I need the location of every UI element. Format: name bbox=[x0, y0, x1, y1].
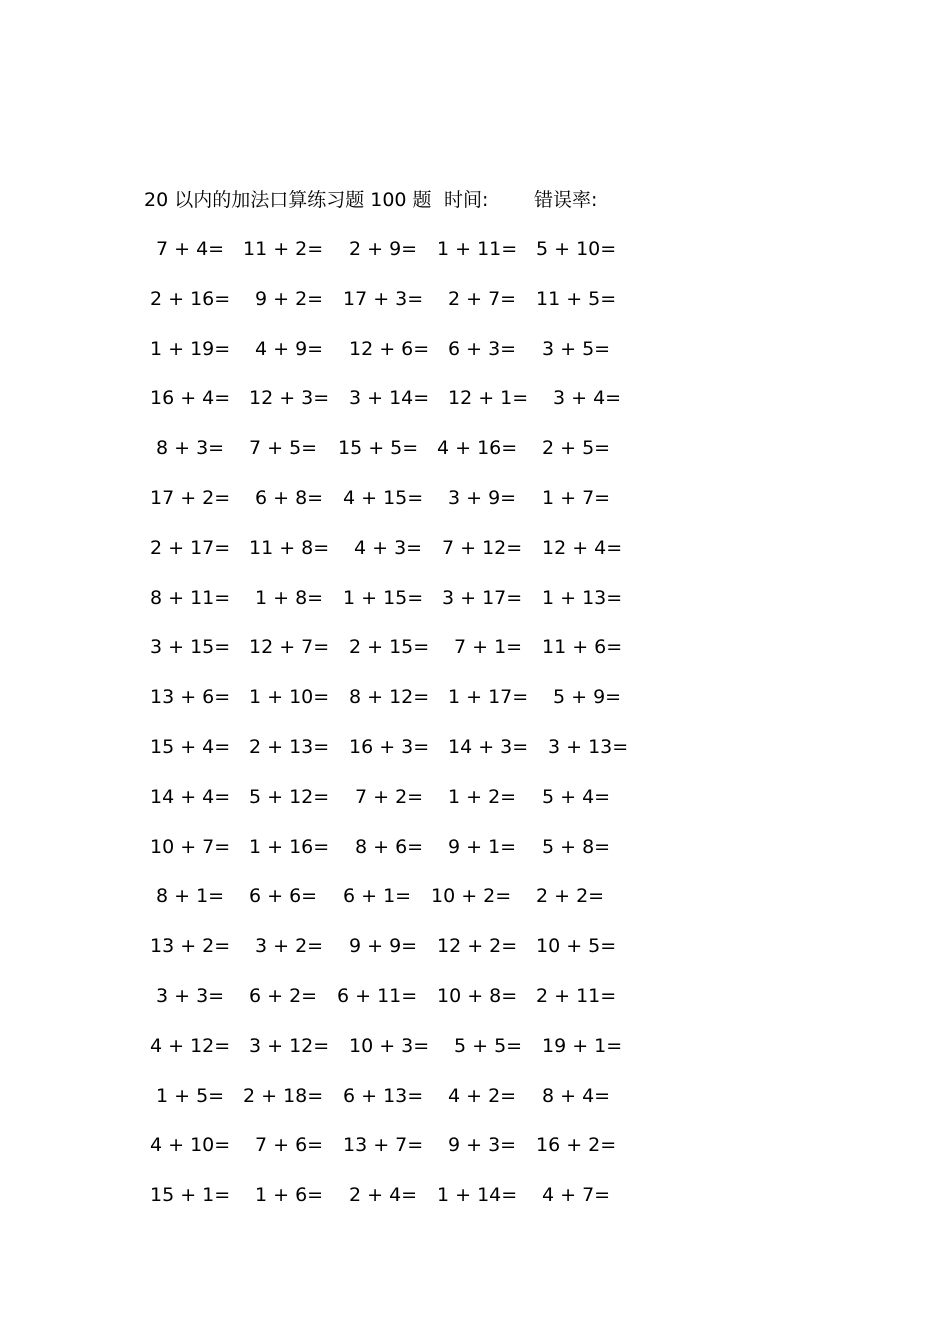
problem-item: 8 + 1= bbox=[156, 885, 225, 908]
problem-item: 14 + 4= bbox=[150, 785, 231, 808]
problem-item: 9 + 2= bbox=[255, 287, 324, 310]
problem-item: 3 + 4= bbox=[553, 387, 622, 410]
problem-item: 2 + 7= bbox=[448, 287, 517, 310]
problem-item: 8 + 12= bbox=[349, 686, 430, 709]
problem-item: 1 + 11= bbox=[437, 238, 518, 260]
problem-item: 13 + 6= bbox=[150, 686, 231, 709]
problem-row bbox=[0, 784, 950, 834]
problem-item: 4 + 7= bbox=[542, 1184, 611, 1207]
problem-item: 3 + 13= bbox=[548, 735, 629, 758]
problem-row bbox=[0, 983, 950, 1033]
problem-item: 3 + 2= bbox=[255, 935, 324, 958]
problem-item: 5 + 8= bbox=[542, 835, 611, 858]
problem-row bbox=[0, 1083, 950, 1133]
problem-item: 16 + 3= bbox=[349, 735, 430, 758]
problem-item: 9 + 9= bbox=[349, 935, 418, 958]
problem-item: 3 + 17= bbox=[442, 586, 523, 609]
problem-item: 13 + 7= bbox=[343, 1134, 424, 1157]
problem-item: 2 + 11= bbox=[536, 984, 617, 1007]
problem-item: 2 + 13= bbox=[249, 735, 330, 758]
problem-item: 11 + 2= bbox=[243, 238, 324, 260]
problem-row bbox=[0, 883, 950, 933]
problem-item: 4 + 15= bbox=[343, 486, 424, 509]
problem-item: 3 + 15= bbox=[150, 636, 231, 659]
time-label: 时间: bbox=[444, 189, 489, 211]
problem-item: 12 + 6= bbox=[349, 337, 430, 360]
problem-item: 15 + 5= bbox=[338, 437, 419, 460]
problem-row bbox=[0, 485, 950, 535]
problem-item: 4 + 16= bbox=[437, 437, 518, 460]
problem-item: 2 + 18= bbox=[243, 1084, 324, 1107]
problem-item: 9 + 1= bbox=[448, 835, 517, 858]
problem-item: 4 + 9= bbox=[255, 337, 324, 360]
problem-item: 17 + 3= bbox=[343, 287, 424, 310]
problem-row bbox=[0, 933, 950, 983]
problem-item: 8 + 4= bbox=[542, 1084, 611, 1107]
problem-row bbox=[0, 385, 950, 435]
problem-row bbox=[0, 336, 950, 386]
problem-item: 8 + 11= bbox=[150, 586, 231, 609]
problem-item: 1 + 6= bbox=[255, 1184, 324, 1207]
problem-item: 3 + 5= bbox=[542, 337, 611, 360]
problem-grid bbox=[0, 236, 950, 1232]
problem-item: 15 + 1= bbox=[150, 1184, 231, 1207]
problem-item: 7 + 6= bbox=[255, 1134, 324, 1157]
problem-row bbox=[0, 535, 950, 585]
problem-item: 7 + 1= bbox=[454, 636, 523, 659]
problem-item: 3 + 3= bbox=[156, 984, 225, 1007]
problem-item: 3 + 12= bbox=[249, 1034, 330, 1057]
problem-item: 12 + 3= bbox=[249, 387, 330, 410]
problem-item: 6 + 13= bbox=[343, 1084, 424, 1107]
problem-row bbox=[0, 286, 950, 336]
problem-item: 4 + 10= bbox=[150, 1134, 231, 1157]
problem-row bbox=[0, 1132, 950, 1182]
problem-item: 1 + 10= bbox=[249, 686, 330, 709]
problem-item: 6 + 8= bbox=[255, 486, 324, 509]
problem-item: 5 + 9= bbox=[553, 686, 622, 709]
problem-row bbox=[0, 585, 950, 635]
problem-row bbox=[0, 236, 950, 286]
problem-item: 2 + 9= bbox=[349, 238, 418, 260]
problem-item: 16 + 2= bbox=[536, 1134, 617, 1157]
problem-item: 7 + 12= bbox=[442, 536, 523, 559]
problem-item: 12 + 1= bbox=[448, 387, 529, 410]
problem-item: 10 + 7= bbox=[150, 835, 231, 858]
problem-item: 10 + 8= bbox=[437, 984, 518, 1007]
problem-item: 1 + 19= bbox=[150, 337, 231, 360]
problem-item: 6 + 1= bbox=[343, 885, 412, 908]
problem-item: 10 + 2= bbox=[431, 885, 512, 908]
problem-item: 1 + 14= bbox=[437, 1184, 518, 1207]
problem-row bbox=[0, 1182, 950, 1232]
problem-item: 4 + 2= bbox=[448, 1084, 517, 1107]
problem-item: 11 + 8= bbox=[249, 536, 330, 559]
problem-item: 8 + 3= bbox=[156, 437, 225, 460]
problem-item: 4 + 3= bbox=[354, 536, 423, 559]
problem-item: 2 + 4= bbox=[349, 1184, 418, 1207]
problem-item: 11 + 5= bbox=[536, 287, 617, 310]
problem-item: 11 + 6= bbox=[542, 636, 623, 659]
problem-item: 10 + 3= bbox=[349, 1034, 430, 1057]
problem-item: 1 + 2= bbox=[448, 785, 517, 808]
problem-row bbox=[0, 435, 950, 485]
problem-item: 1 + 13= bbox=[542, 586, 623, 609]
problem-item: 2 + 5= bbox=[542, 437, 611, 460]
problem-item: 7 + 2= bbox=[355, 785, 424, 808]
problem-row bbox=[0, 734, 950, 784]
problem-item: 1 + 16= bbox=[249, 835, 330, 858]
problem-row bbox=[0, 1033, 950, 1083]
problem-row bbox=[0, 684, 950, 734]
problem-item: 9 + 3= bbox=[448, 1134, 517, 1157]
problem-item: 12 + 2= bbox=[437, 935, 518, 958]
worksheet-header bbox=[0, 186, 950, 214]
problem-item: 5 + 12= bbox=[249, 785, 330, 808]
problem-item: 1 + 7= bbox=[542, 486, 611, 509]
problem-item: 5 + 4= bbox=[542, 785, 611, 808]
problem-item: 6 + 11= bbox=[337, 984, 418, 1007]
problem-item: 16 + 4= bbox=[150, 387, 231, 410]
worksheet-title: 20 以内的加法口算练习题 100 题 bbox=[144, 189, 432, 211]
problem-item: 4 + 12= bbox=[150, 1034, 231, 1057]
problem-item: 2 + 2= bbox=[536, 885, 605, 908]
problem-item: 17 + 2= bbox=[150, 486, 231, 509]
problem-item: 10 + 5= bbox=[536, 935, 617, 958]
problem-item: 3 + 14= bbox=[349, 387, 430, 410]
problem-item: 8 + 6= bbox=[355, 835, 424, 858]
problem-item: 7 + 5= bbox=[249, 437, 318, 460]
problem-item: 13 + 2= bbox=[150, 935, 231, 958]
problem-item: 6 + 2= bbox=[249, 984, 318, 1007]
problem-item: 14 + 3= bbox=[448, 735, 529, 758]
problem-item: 6 + 3= bbox=[448, 337, 517, 360]
problem-item: 1 + 17= bbox=[448, 686, 529, 709]
problem-item: 12 + 7= bbox=[249, 636, 330, 659]
problem-item: 1 + 8= bbox=[255, 586, 324, 609]
problem-item: 7 + 4= bbox=[156, 238, 225, 260]
problem-row bbox=[0, 834, 950, 884]
problem-item: 3 + 9= bbox=[448, 486, 517, 509]
problem-item: 19 + 1= bbox=[542, 1034, 623, 1057]
problem-item: 2 + 16= bbox=[150, 287, 231, 310]
problem-item: 2 + 17= bbox=[150, 536, 231, 559]
problem-row bbox=[0, 634, 950, 684]
error-rate-label: 错误率: bbox=[534, 189, 598, 211]
problem-item: 12 + 4= bbox=[542, 536, 623, 559]
problem-item: 5 + 5= bbox=[454, 1034, 523, 1057]
problem-item: 5 + 10= bbox=[536, 238, 617, 260]
problem-item: 15 + 4= bbox=[150, 735, 231, 758]
problem-item: 1 + 5= bbox=[156, 1084, 225, 1107]
problem-item: 1 + 15= bbox=[343, 586, 424, 609]
problem-item: 6 + 6= bbox=[249, 885, 318, 908]
problem-item: 2 + 15= bbox=[349, 636, 430, 659]
